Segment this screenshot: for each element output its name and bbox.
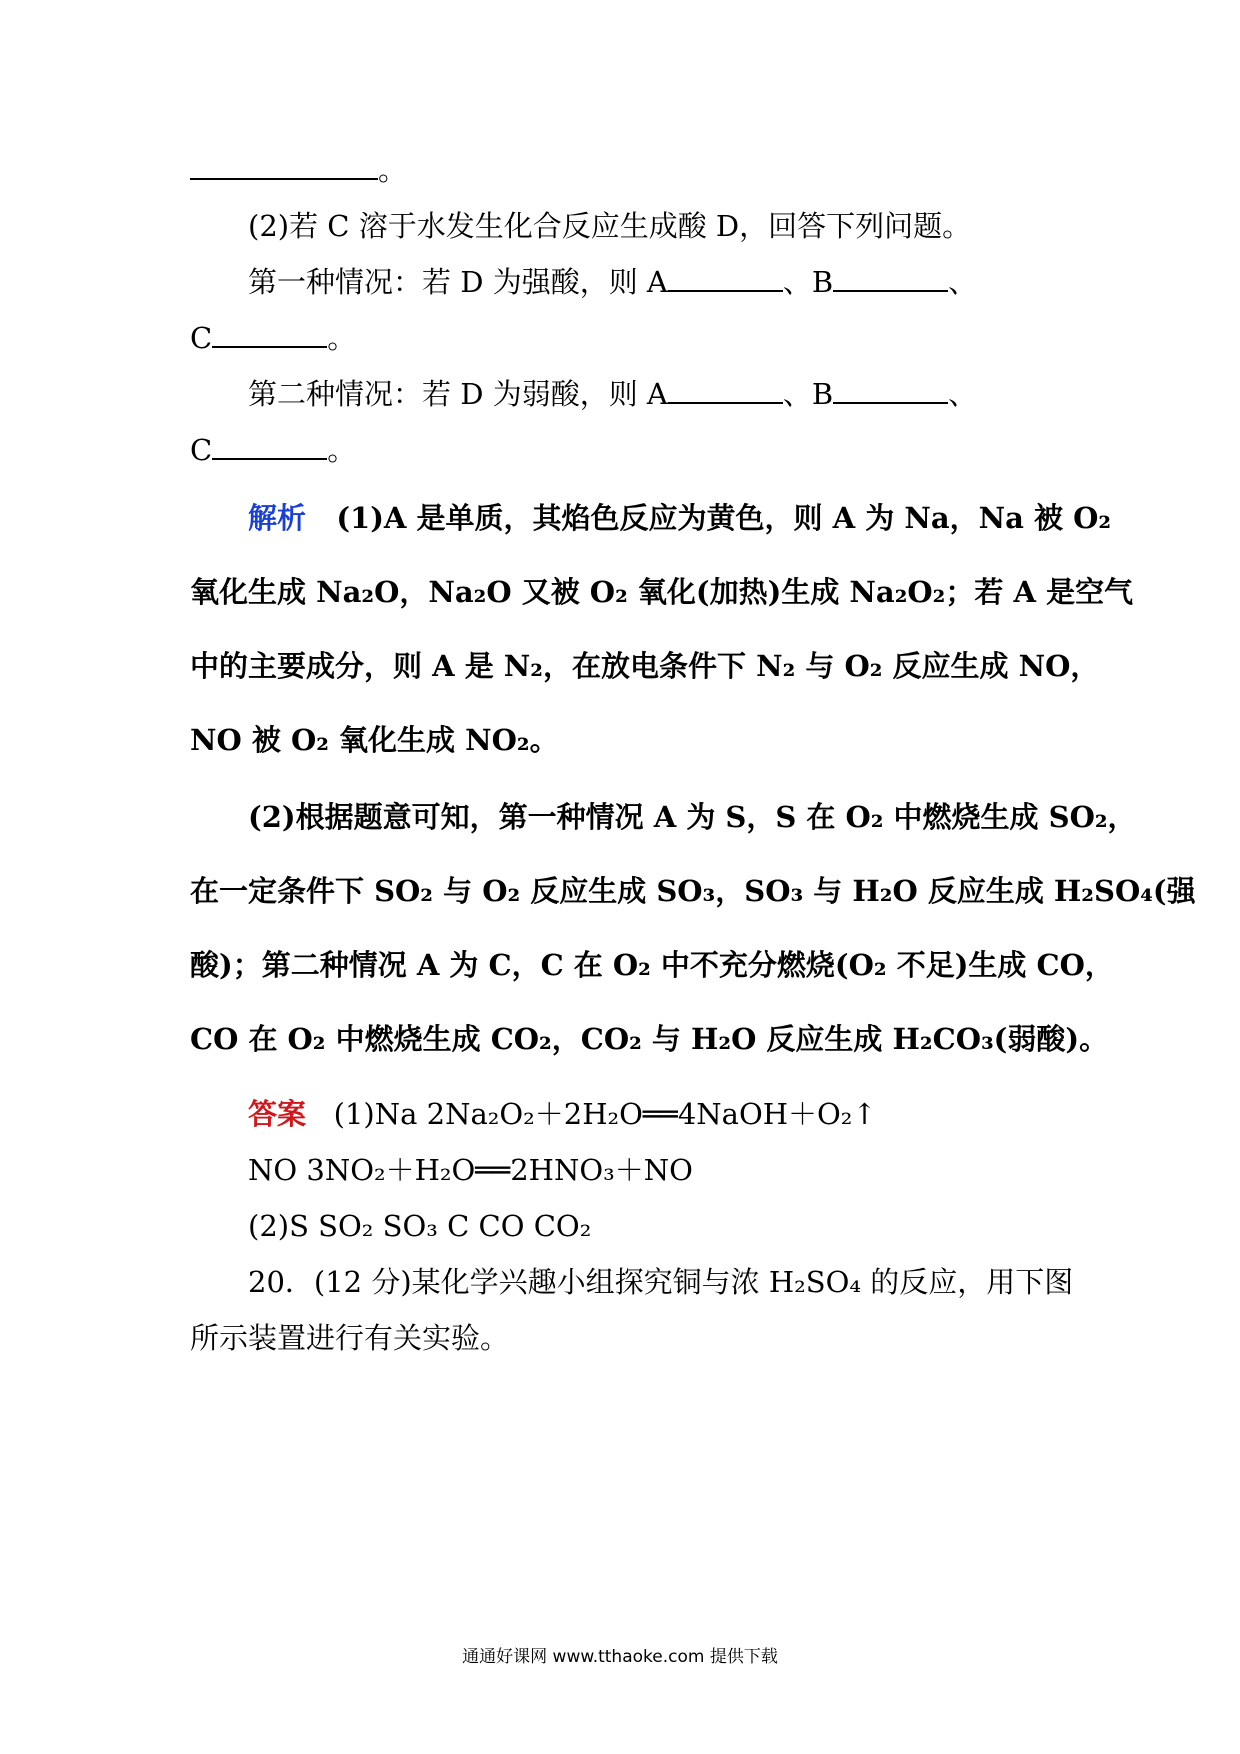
analysis-line-8: CO 在 O₂ 中燃烧生成 CO₂，CO₂ 与 H₂O 反应生成 H₂CO₃(弱酸)。 xyxy=(190,1022,1109,1056)
punct: 。 xyxy=(327,321,357,355)
case-1-c-line xyxy=(190,318,356,358)
sep-b: 、B xyxy=(782,265,834,299)
punct: 。 xyxy=(378,153,408,187)
case-2-c-line xyxy=(190,430,356,470)
answer-blank[interactable] xyxy=(190,152,378,180)
answer-line-3: (2)S SO₂ SO₃ C CO CO₂ xyxy=(248,1209,592,1243)
analysis-line-1 xyxy=(248,498,1111,538)
analysis-line-6: 在一定条件下 SO₂ 与 O₂ 反应生成 SO₃，SO₃ 与 H₂O 反应生成 H₂SO₄(强 xyxy=(190,874,1196,908)
analysis-line-5: (2)根据题意可知，第一种情况 A 为 S，S 在 O₂ 中燃烧生成 SO₂， xyxy=(248,800,1137,834)
blank-b-2[interactable] xyxy=(833,376,948,404)
blank-a-1[interactable] xyxy=(668,264,783,292)
case-1-prefix: 第一种情况：若 D 为强酸，则 A xyxy=(248,265,668,299)
answer-line-2: NO 3NO₂＋H₂O══2HNO₃＋NO xyxy=(248,1153,693,1187)
punct: 。 xyxy=(327,433,357,467)
blank-a-2[interactable] xyxy=(668,376,783,404)
case-2-line xyxy=(248,374,977,414)
analysis-line-7: 酸)；第二种情况 A 为 C，C 在 O₂ 中不充分燃烧(O₂ 不足)生成 CO， xyxy=(190,948,1114,982)
c-prefix: C xyxy=(190,321,213,355)
blank-c-1[interactable] xyxy=(212,320,327,348)
analysis-label: 解析 xyxy=(248,501,307,535)
analysis-line-4: NO 被 O₂ 氧化生成 NO₂。 xyxy=(190,723,559,757)
sep-end: 、 xyxy=(948,265,978,299)
case-1-line xyxy=(248,262,977,302)
line-01 xyxy=(190,150,407,190)
analysis-line-2: 氧化生成 Na₂O，Na₂O 又被 O₂ 氧化(加热)生成 Na₂O₂；若 A 是空气 xyxy=(190,575,1134,609)
c-prefix: C xyxy=(190,433,213,467)
question-20-line-2: 所示装置进行有关实验。 xyxy=(190,1321,510,1355)
blank-b-1[interactable] xyxy=(833,264,948,292)
analysis-line-3: 中的主要成分，则 A 是 N₂，在放电条件下 N₂ 与 O₂ 反应生成 NO， xyxy=(190,649,1100,683)
sep-end: 、 xyxy=(948,377,978,411)
answer-text: (1)Na 2Na₂O₂＋2H₂O══4NaOH＋O₂↑ xyxy=(333,1097,877,1131)
case-2-prefix: 第二种情况：若 D 为弱酸，则 A xyxy=(248,377,668,411)
question-20-line-1: 20．(12 分)某化学兴趣小组探究铜与浓 H₂SO₄ 的反应，用下图 xyxy=(248,1265,1074,1299)
page-footer: 通通好课网 www.tthaoke.com 提供下载 xyxy=(462,1647,778,1667)
question-part-2: (2)若 C 溶于水发生化合反应生成酸 D，回答下列问题。 xyxy=(248,209,972,243)
sep-b: 、B xyxy=(782,377,834,411)
answer-label: 答案 xyxy=(248,1097,307,1131)
analysis-text: (1)A 是单质，其焰色反应为黄色，则 A 为 Na，Na 被 O₂ xyxy=(336,501,1112,535)
answer-line-1 xyxy=(248,1094,877,1134)
blank-c-2[interactable] xyxy=(212,432,327,460)
